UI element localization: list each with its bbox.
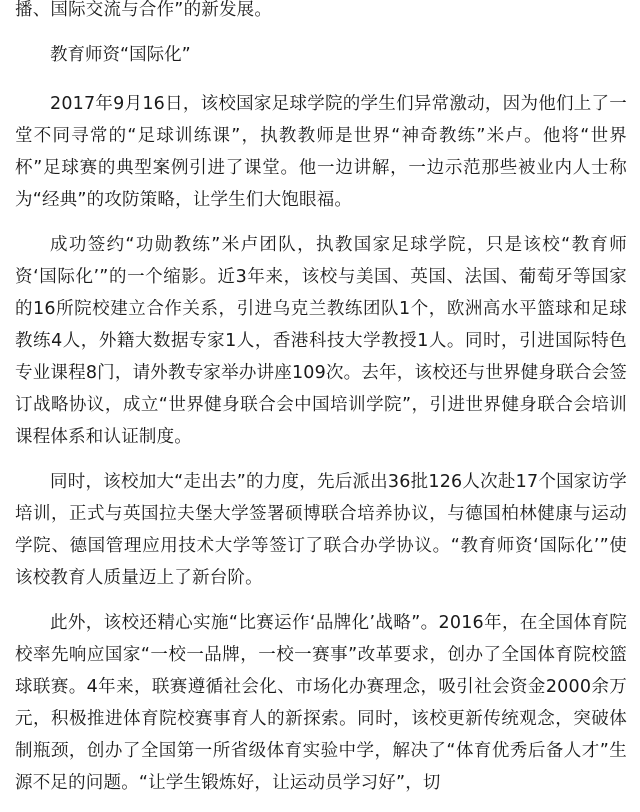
paragraph-competition-brand: 此外，该校还精心实施“比赛运作‘品牌化’战略”。2016年，在全国体育院校率先响应国家“一校一品牌，一校一赛事”改革要求，创办了全国体育院校篮球联赛。4年来，联赛遵循社会化、市场化办赛理念，吸引社会资金2000余万元，积极推进体育院校赛事育人的新探索。同时，该校更新传统观念，突破体制瓶颈，创办了全国第一所省级体育实验中学，解决了“体育优秀后备人才”生源不足的问题。“让学生锻炼好，让运动员学习好”，切 [15, 613, 627, 793]
paragraph-international-faculty: 成功签约“功勋教练”米卢团队，执教国家足球学院，只是该校“教育师资‘国际化’”的一个缩影。近3年来，该校与美国、英国、法国、葡萄牙等国家的16所院校建立合作关系，引进乌克兰教练团队1个，欧洲高水平篮球和足球教练4人，外籍大数据专家1人，香港科技大学教授1人。同时，引进国际特色专业课程8门，请外教专家举办讲座109次。去年，该校还与世界健身联合会签订战略协议，成立“世界健身联合会中国培训学院”，引进世界健身联合会培训课程体系和认证制度。 [15, 235, 627, 447]
article-body [15, 0, 627, 812]
paragraph-going-abroad: 同时，该校加大“走出去”的力度，先后派出36批126人次赴17个国家访学培训，正式与英国拉夫堡大学签署硕博联合培养协议，与德国柏林健康与运动学院、德国管理应用技术大学等签订了联合办学协议。“教育师资‘国际化’”使该校教育人质量迈上了新台阶。 [15, 472, 627, 588]
paragraph-milu-class: 2017年9月16日，该校国家足球学院的学生们异常激动，因为他们上了一堂不同寻常的“足球训练课”，执教教师是世界“神奇教练”米卢。他将“世界杯”足球赛的典型案例引进了课堂。他一边讲解，一边示范那些被业内人士称为“经典”的攻防策略，让学生们大饱眼福。 [15, 94, 627, 210]
section-heading: 教育师资“国际化” [50, 45, 191, 65]
paragraph-intro-tail: 播、国际交流与合作”的新发展。 [15, 0, 273, 20]
